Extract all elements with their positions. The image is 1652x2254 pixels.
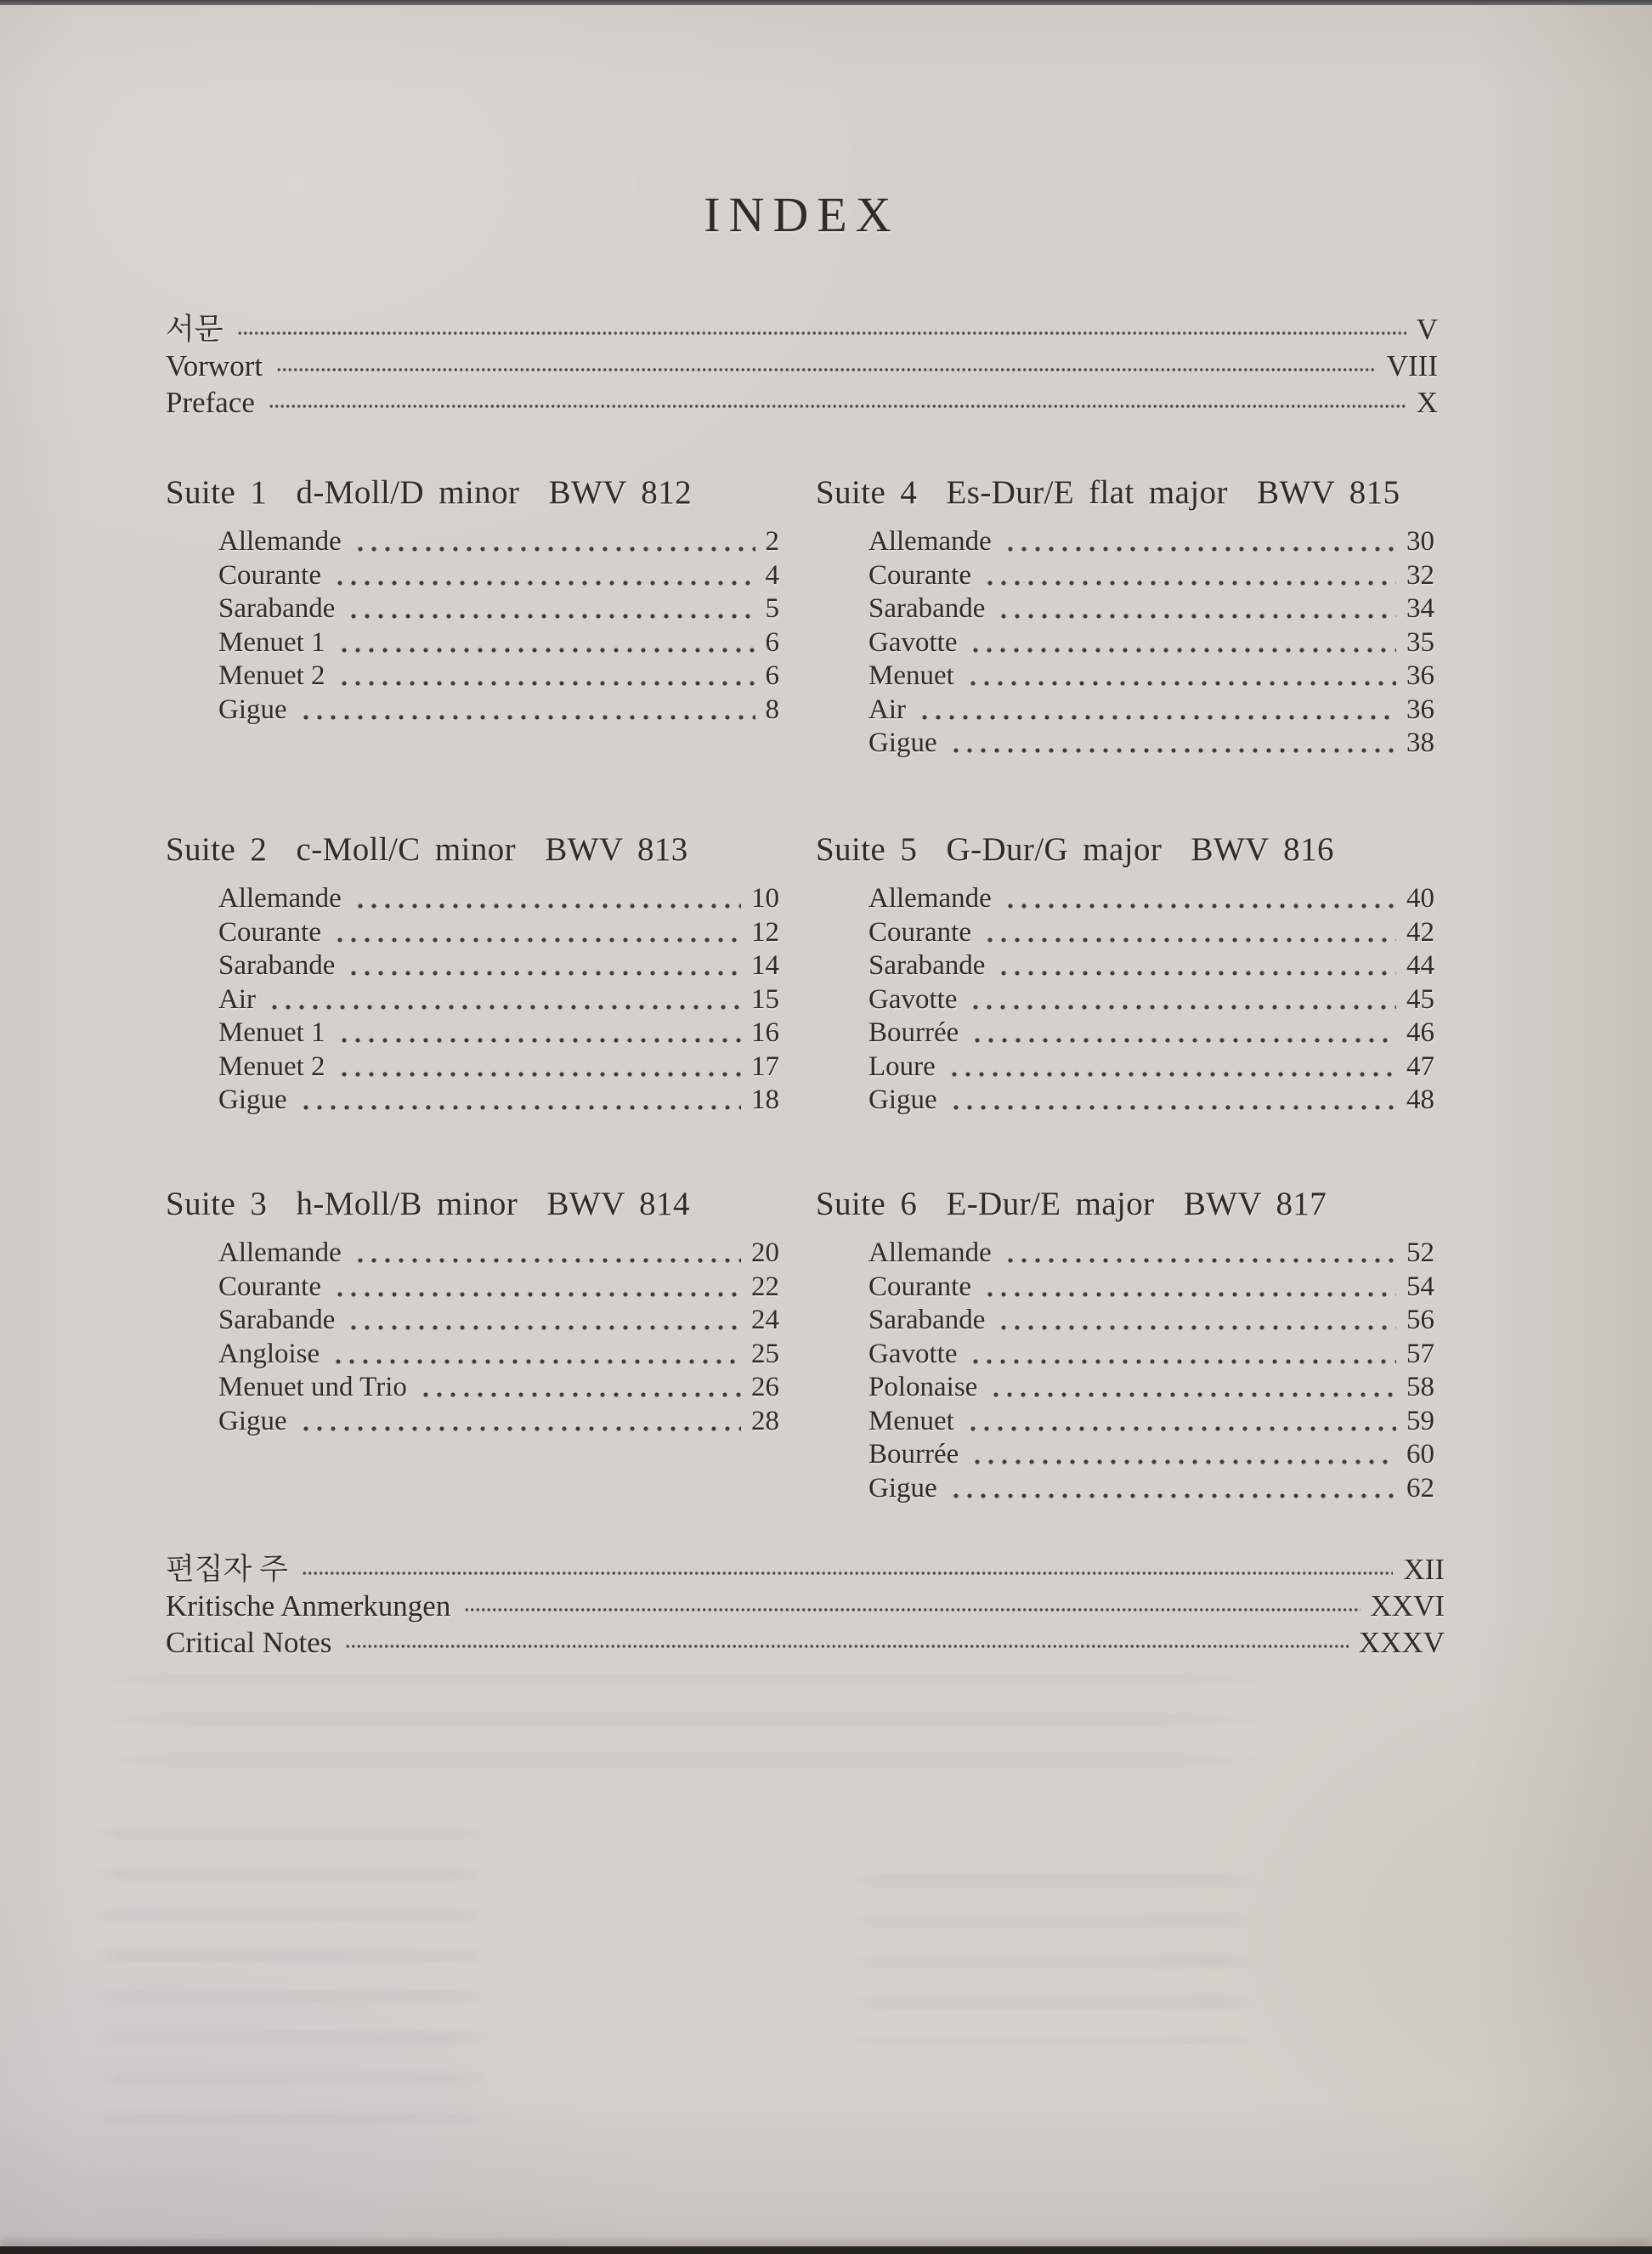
movement-page-number: 34 — [1406, 593, 1434, 624]
suite-block — [166, 473, 779, 727]
dot-leader — [944, 1051, 1396, 1085]
dot-leader — [269, 384, 1406, 421]
movement-name: Courante — [868, 559, 971, 591]
movement-row — [166, 525, 779, 559]
dot-leader — [965, 983, 1396, 1017]
movement-page-number: 15 — [751, 983, 779, 1015]
movement-page-number: 8 — [765, 694, 779, 725]
dot-leader — [237, 311, 1406, 348]
movement-row — [166, 1051, 779, 1085]
dot-leader — [334, 660, 755, 694]
movement-name: Sarabande — [218, 950, 336, 981]
movement-row — [166, 1237, 779, 1271]
movement-row — [816, 1017, 1434, 1051]
movement-page-number: 26 — [751, 1372, 779, 1402]
movement-name: Courante — [218, 559, 321, 591]
dot-leader — [967, 1438, 1396, 1472]
movement-name: Air — [868, 694, 906, 725]
movement-page-number: 6 — [765, 626, 779, 658]
movement-page-number: 32 — [1406, 559, 1434, 591]
movement-name: Menuet und Trio — [218, 1372, 407, 1402]
bleedthrough-texture — [850, 1874, 1258, 2044]
dot-leader — [914, 694, 1396, 728]
movement-name: Gavotte — [868, 983, 958, 1015]
toc-row — [166, 1551, 1445, 1588]
movement-row — [816, 1438, 1434, 1472]
toc-label: 서문 — [166, 313, 223, 346]
movement-row — [816, 1472, 1434, 1506]
movement-page-number: 56 — [1406, 1305, 1434, 1335]
movement-page-number: 4 — [765, 559, 779, 591]
movement-name: Sarabande — [218, 593, 336, 624]
bleedthrough-texture — [92, 1827, 491, 2150]
movement-page-number: 22 — [751, 1271, 779, 1302]
suite-heading: Suite 3 h-Moll/B minor BWV 814 — [166, 1186, 690, 1222]
dot-leader — [986, 1371, 1396, 1405]
dot-leader — [993, 1304, 1396, 1338]
movement-row — [816, 525, 1434, 559]
movement-row — [816, 1338, 1434, 1372]
dot-leader — [980, 559, 1396, 593]
suite-heading: Suite 1 d-Moll/D minor BWV 812 — [166, 474, 692, 511]
scan-edge-bottom — [0, 2246, 1652, 2254]
movement-row — [166, 882, 779, 916]
movement-page-number: 40 — [1406, 883, 1434, 914]
dot-leader — [1000, 1237, 1396, 1271]
movement-row — [166, 1371, 779, 1405]
movement-page-number: 60 — [1406, 1439, 1434, 1470]
toc-page-number: XXXV — [1358, 1626, 1445, 1659]
movement-page-number: 52 — [1406, 1237, 1434, 1268]
movement-name: Polonaise — [868, 1372, 978, 1402]
movement-name: Courante — [868, 1271, 971, 1302]
movement-page-number: 62 — [1406, 1472, 1434, 1504]
movement-name: Angloise — [218, 1338, 320, 1369]
movement-name: Bourrée — [868, 1439, 959, 1470]
scan-edge-top — [0, 0, 1652, 5]
movement-page-number: 18 — [751, 1085, 779, 1115]
dot-leader — [296, 694, 755, 728]
dot-leader — [343, 592, 755, 626]
movement-row — [166, 916, 779, 950]
dot-leader — [946, 1084, 1396, 1118]
dot-leader — [276, 348, 1377, 384]
dot-leader — [965, 1338, 1396, 1372]
movement-row — [166, 1405, 779, 1439]
dot-leader — [264, 983, 741, 1017]
movement-name: Gigue — [868, 1472, 937, 1504]
toc-row — [166, 348, 1438, 384]
dot-leader — [334, 1051, 741, 1085]
movement-page-number: 2 — [765, 526, 779, 557]
movement-row — [816, 983, 1434, 1017]
dot-leader — [302, 1551, 1393, 1588]
suite-entries — [816, 882, 1434, 1118]
dot-leader — [296, 1084, 741, 1118]
movement-row — [816, 1051, 1434, 1085]
movement-page-number: 42 — [1406, 916, 1434, 948]
movement-name: Menuet 1 — [218, 626, 325, 658]
movement-page-number: 14 — [751, 950, 779, 981]
movement-row — [816, 1371, 1434, 1405]
toc-row — [166, 311, 1438, 348]
front-matter-list — [166, 311, 1438, 421]
suite-heading: Suite 6 E-Dur/E major BWV 817 — [816, 1186, 1327, 1222]
dot-leader — [350, 1237, 741, 1271]
movement-name: Sarabande — [868, 1305, 986, 1335]
movement-row — [166, 1084, 779, 1118]
movement-name: Menuet — [868, 660, 954, 691]
movement-name: Sarabande — [868, 593, 986, 624]
movement-page-number: 45 — [1406, 983, 1434, 1015]
suite-entries — [166, 1237, 779, 1438]
suite-entries — [816, 1237, 1434, 1505]
dot-leader — [963, 660, 1396, 694]
suite-heading: Suite 5 G-Dur/G major BWV 816 — [816, 831, 1334, 868]
movement-page-number: 28 — [751, 1405, 779, 1436]
movement-page-number: 46 — [1406, 1017, 1434, 1048]
toc-page-number: VIII — [1386, 349, 1438, 382]
dot-leader — [967, 1017, 1396, 1051]
movement-row — [166, 1304, 779, 1338]
movement-row — [166, 660, 779, 694]
movement-row — [816, 882, 1434, 916]
movement-page-number: 59 — [1406, 1405, 1434, 1436]
movement-name: Sarabande — [218, 1305, 336, 1335]
back-matter-list — [166, 1551, 1445, 1661]
movement-row — [166, 626, 779, 660]
dot-leader — [343, 1304, 741, 1338]
dot-leader — [946, 1472, 1396, 1506]
movement-name: Menuet 2 — [218, 660, 325, 691]
toc-row — [166, 1624, 1445, 1661]
movement-row — [816, 694, 1434, 728]
dot-leader — [416, 1371, 741, 1405]
movement-name: Bourrée — [868, 1017, 959, 1048]
bleedthrough-texture — [93, 1673, 1275, 1787]
movement-page-number: 20 — [751, 1237, 779, 1268]
movement-row — [166, 983, 779, 1017]
movement-page-number: 17 — [751, 1051, 779, 1082]
toc-label: Preface — [166, 386, 255, 419]
movement-page-number: 5 — [765, 593, 779, 624]
suite-block — [166, 830, 779, 1118]
toc-label: Kritische Anmerkungen — [166, 1589, 451, 1623]
movement-name: Gigue — [218, 1405, 287, 1436]
dot-leader — [993, 592, 1396, 626]
suite-heading: Suite 2 c-Moll/C minor BWV 813 — [166, 831, 688, 868]
dot-leader — [980, 1271, 1396, 1305]
dot-leader — [334, 626, 755, 660]
movement-row — [816, 916, 1434, 950]
movement-page-number: 58 — [1406, 1372, 1434, 1402]
movement-page-number: 12 — [751, 916, 779, 948]
suite-heading: Suite 4 Es-Dur/E flat major BWV 815 — [816, 474, 1400, 511]
movement-row — [166, 1338, 779, 1372]
movement-name: Menuet 1 — [218, 1017, 325, 1048]
movement-name: Allemande — [868, 1237, 992, 1268]
movement-name: Gavotte — [868, 626, 958, 658]
movement-row — [816, 1271, 1434, 1305]
movement-row — [816, 1237, 1434, 1271]
movement-row — [816, 592, 1434, 626]
suite-entries — [816, 525, 1434, 761]
dot-leader — [965, 626, 1396, 660]
page-title: INDEX — [704, 187, 900, 242]
dot-leader — [330, 1271, 741, 1305]
suite-block — [166, 1184, 779, 1438]
movement-name: Sarabande — [868, 950, 986, 981]
movement-row — [816, 727, 1434, 761]
movement-name: Allemande — [868, 526, 992, 557]
dot-leader — [328, 1338, 741, 1372]
movement-row — [816, 660, 1434, 694]
toc-label: Critical Notes — [166, 1626, 332, 1659]
dot-leader — [350, 882, 741, 916]
movement-page-number: 35 — [1406, 626, 1434, 658]
movement-page-number: 57 — [1406, 1338, 1434, 1369]
movement-page-number: 48 — [1406, 1085, 1434, 1115]
suite-entries — [166, 525, 779, 727]
movement-row — [816, 1084, 1434, 1118]
movement-page-number: 47 — [1406, 1051, 1434, 1082]
movement-row — [166, 1271, 779, 1305]
movement-page-number: 16 — [751, 1017, 779, 1048]
movement-row — [816, 626, 1434, 660]
movement-row — [816, 1405, 1434, 1439]
dot-leader — [330, 559, 755, 593]
movement-row — [816, 1304, 1434, 1338]
movement-name: Gigue — [218, 694, 287, 725]
dot-leader — [330, 916, 741, 950]
dot-leader — [946, 727, 1396, 761]
suite-block — [816, 473, 1434, 761]
movement-page-number: 38 — [1406, 728, 1434, 758]
dot-leader — [993, 949, 1396, 983]
movement-page-number: 6 — [765, 660, 779, 691]
movement-name: Gigue — [868, 728, 937, 758]
movement-page-number: 44 — [1406, 950, 1434, 981]
movement-page-number: 25 — [751, 1338, 779, 1369]
movement-name: Gigue — [218, 1085, 287, 1115]
dot-leader — [1000, 525, 1396, 559]
dot-leader — [345, 1624, 1349, 1661]
toc-label: 편집자 주 — [166, 1553, 288, 1586]
toc-row — [166, 384, 1438, 421]
movement-name: Air — [218, 983, 256, 1015]
movement-name: Menuet — [868, 1405, 954, 1436]
dot-leader — [350, 525, 755, 559]
toc-page-number: XII — [1403, 1553, 1445, 1586]
movement-row — [166, 1017, 779, 1051]
dot-leader — [963, 1405, 1396, 1439]
movement-page-number: 24 — [751, 1305, 779, 1335]
movement-name: Allemande — [218, 883, 342, 914]
dot-leader — [1000, 882, 1396, 916]
toc-row — [166, 1588, 1445, 1624]
movement-row — [166, 949, 779, 983]
suite-block — [816, 1184, 1434, 1505]
suite-block — [816, 830, 1434, 1118]
movement-name: Allemande — [868, 883, 992, 914]
movement-page-number: 36 — [1406, 694, 1434, 725]
toc-page-number: XXVI — [1370, 1589, 1445, 1623]
dot-leader — [980, 916, 1396, 950]
dot-leader — [334, 1017, 741, 1051]
movement-row — [166, 559, 779, 593]
movement-name: Loure — [868, 1051, 936, 1082]
movement-name: Gavotte — [868, 1338, 958, 1369]
movement-name: Courante — [218, 916, 321, 948]
toc-page-number: X — [1416, 386, 1438, 419]
movement-name: Allemande — [218, 526, 342, 557]
movement-name: Allemande — [218, 1237, 342, 1268]
movement-name: Gigue — [868, 1085, 937, 1115]
dot-leader — [464, 1588, 1360, 1624]
movement-page-number: 36 — [1406, 660, 1434, 691]
movement-page-number: 10 — [751, 883, 779, 914]
movement-name: Courante — [218, 1271, 321, 1302]
movement-name: Menuet 2 — [218, 1051, 325, 1082]
movement-row — [166, 592, 779, 626]
movement-row — [816, 949, 1434, 983]
movement-name: Courante — [868, 916, 971, 948]
movement-page-number: 30 — [1406, 526, 1434, 557]
movement-row — [816, 559, 1434, 593]
movement-page-number: 54 — [1406, 1271, 1434, 1302]
suite-entries — [166, 882, 779, 1118]
dot-leader — [343, 949, 741, 983]
dot-leader — [296, 1405, 741, 1439]
toc-page-number: V — [1416, 313, 1438, 346]
toc-label: Vorwort — [166, 349, 263, 382]
movement-row — [166, 694, 779, 728]
